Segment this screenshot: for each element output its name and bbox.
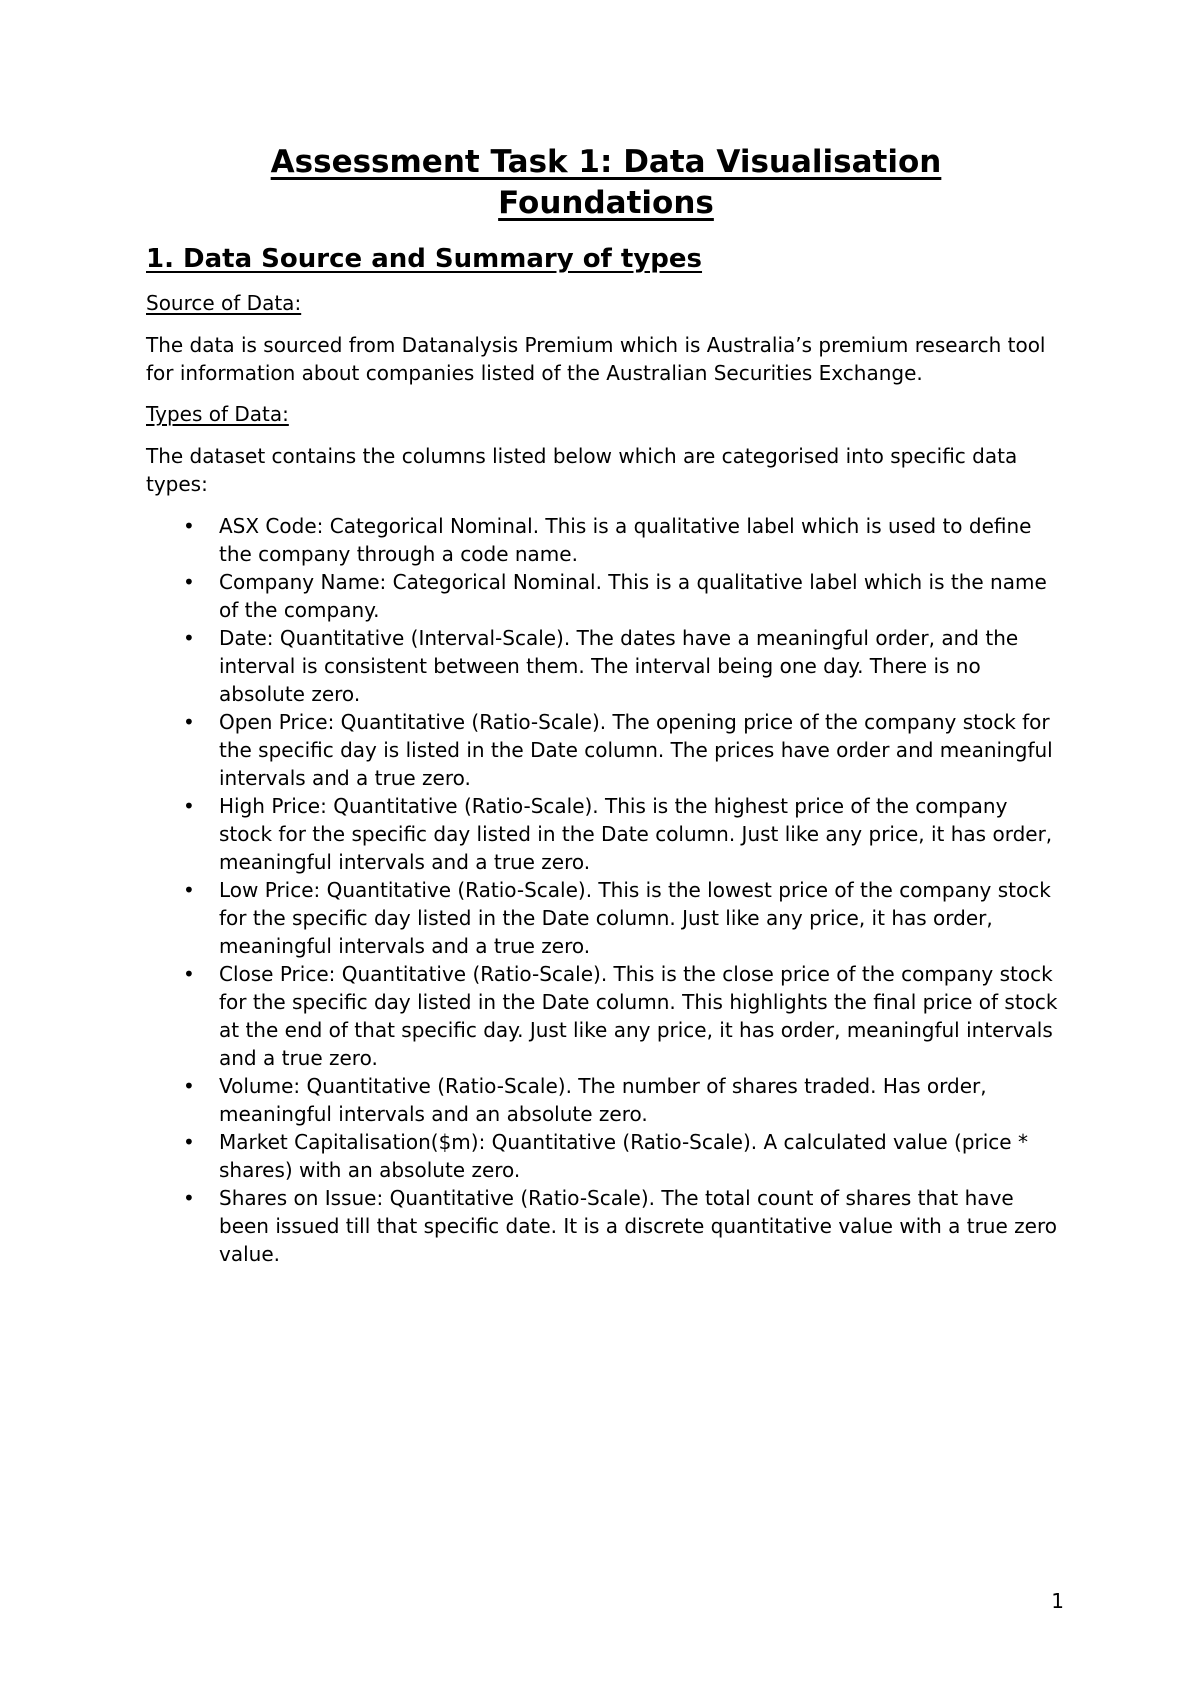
- list-item: [146, 1128, 1066, 1184]
- bullet-icon: •: [183, 794, 195, 818]
- list-item: [146, 876, 1066, 960]
- list-item: [146, 1072, 1066, 1128]
- paragraph-types-intro: The dataset contains the columns listed below which are categorised into specific data types:: [146, 444, 1018, 496]
- page-number: 1: [1051, 1589, 1064, 1613]
- bullet-icon: •: [183, 878, 195, 902]
- list-item: [146, 960, 1066, 1072]
- list-item: [146, 512, 1066, 568]
- list-item: [146, 1184, 1066, 1268]
- bullet-icon: •: [183, 1074, 195, 1098]
- bullet-icon: •: [183, 1186, 195, 1210]
- bullet-icon: •: [183, 626, 195, 650]
- data-types-list: [146, 512, 1066, 1268]
- list-item: [146, 568, 1066, 624]
- paragraph-source-of-data: The data is sourced from Datanalysis Premium which is Australia’s premium research tool for information about companies listed of the Australian Securities Exchange.: [146, 333, 1046, 385]
- list-item-text: ASX Code: Categorical Nominal. This is a qualitative label which is used to define the company through a code name.: [219, 514, 1032, 566]
- section-heading-data-source: 1. Data Source and Summary of types: [146, 244, 703, 274]
- list-item: [146, 792, 1066, 876]
- bullet-icon: •: [183, 514, 195, 538]
- bullet-icon: •: [183, 1130, 195, 1154]
- list-item-text: Open Price: Quantitative (Ratio-Scale). The opening price of the company stock for the specific day is listed in the Date column. The prices have order and meaningful intervals and a true zero.: [219, 710, 1053, 790]
- list-item-text: Company Name: Categorical Nominal. This is a qualitative label which is the name of the company.: [219, 570, 1047, 622]
- list-item-text: Shares on Issue: Quantitative (Ratio-Scale). The total count of shares that have been issued till that specific date. It is a discrete quantitative value with a true zero value.: [219, 1186, 1057, 1266]
- list-item-text: Low Price: Quantitative (Ratio-Scale). This is the lowest price of the company stock for the specific day listed in the Date column. Just like any price, it has order, meaningful intervals and a true zero.: [219, 878, 1051, 958]
- bullet-icon: •: [183, 962, 195, 986]
- subheading-source-of-data: Source of Data:: [146, 291, 302, 315]
- list-item-text: High Price: Quantitative (Ratio-Scale). This is the highest price of the company stock for the specific day listed in the Date column. Just like any price, it has order, meaningful intervals and a true zero.: [219, 794, 1053, 874]
- list-item-text: Date: Quantitative (Interval-Scale). The dates have a meaningful order, and the interval is consistent between them. The interval being one day. There is no absolute zero.: [219, 626, 1019, 706]
- document-title: [146, 142, 1066, 224]
- document-title-line-2: Foundations: [498, 185, 714, 221]
- list-item-text: Close Price: Quantitative (Ratio-Scale). This is the close price of the company stock for the specific day listed in the Date column. This highlights the final price of stock at the end of that specific day. Just like any price, it has order, meaningful intervals and a true zero.: [219, 962, 1058, 1070]
- subheading-types-of-data: Types of Data:: [146, 402, 289, 426]
- list-item-text: Market Capitalisation($m): Quantitative (Ratio-Scale). A calculated value (price * shares) with an absolute zero.: [219, 1130, 1028, 1182]
- bullet-icon: •: [183, 710, 195, 734]
- bullet-icon: •: [183, 570, 195, 594]
- document-title-line-1: Assessment Task 1: Data Visualisation: [270, 144, 942, 180]
- list-item: [146, 624, 1066, 708]
- list-item-text: Volume: Quantitative (Ratio-Scale). The number of shares traded. Has order, meaningful intervals and an absolute zero.: [219, 1074, 987, 1126]
- document-body: [146, 142, 1066, 1268]
- list-item: [146, 708, 1066, 792]
